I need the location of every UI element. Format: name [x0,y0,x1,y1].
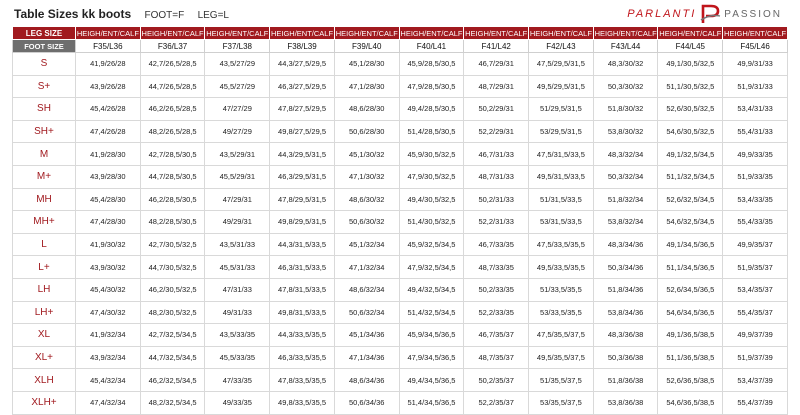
measure-cell: 45,4/32/34 [76,369,141,392]
measure-cell: 51,9/33/35 [723,165,788,188]
measure-cell: 49,9/37/39 [723,324,788,347]
table-row [13,278,788,301]
measure-cell: 53,4/35/37 [723,278,788,301]
measure-cell: 45,4/28/30 [76,188,141,211]
measure-cell: 51,4/32,5/34,5 [399,301,464,324]
measure-cell: 48,2/26,5/28,5 [140,120,205,143]
leg-size-cell: XL+ [13,346,76,369]
table-row [13,120,788,143]
measure-cell: 44,7/32,5/34,5 [140,346,205,369]
measure-cell: 49,1/36,5/38,5 [658,324,723,347]
measure-cell: 47/29/31 [205,188,270,211]
measure-cell: 50,6/34/36 [334,391,399,414]
measure-cell: 53,4/31/33 [723,98,788,121]
measure-cell: 48,6/34/36 [334,369,399,392]
measure-cell: 44,3/27,5/29,5 [270,53,335,76]
measure-cell: 42,7/26,5/28,5 [140,53,205,76]
leg-size-cell: L [13,233,76,256]
measure-cell: 49,5/33,5/35,5 [529,256,594,279]
header-size: F43/L44 [593,40,658,53]
table-row [13,346,788,369]
measure-cell: 51,4/28,5/30,5 [399,120,464,143]
measure-cell: 47,1/30/32 [334,165,399,188]
leg-size-cell: LH+ [13,301,76,324]
measure-cell: 49,8/29,5/31,5 [270,211,335,234]
leg-legend: LEG=L [197,10,229,21]
measure-cell: 47,4/32/34 [76,391,141,414]
measure-cell: 47,4/28/30 [76,211,141,234]
measure-cell: 49/27/29 [205,120,270,143]
measure-cell: 53/31,5/33,5 [529,211,594,234]
header-measure: HEIGH/ENT/CALF [270,28,334,38]
measure-cell: 53,4/33/35 [723,188,788,211]
leg-size-cell: MH [13,188,76,211]
table-row [13,324,788,347]
header-measure: HEIGH/ENT/CALF [206,28,269,38]
measure-cell: 50,3/34/36 [593,256,658,279]
measure-cell: 47,8/31,5/33,5 [270,278,335,301]
measure-cell: 48,3/32/34 [593,143,658,166]
measure-cell: 45,9/28,5/30,5 [399,53,464,76]
measure-cell: 48,7/31/33 [464,165,529,188]
measure-cell: 47,5/29,5/31,5 [529,53,594,76]
measure-cell: 52,6/36,5/38,5 [658,369,723,392]
measure-cell: 45,4/26/28 [76,98,141,121]
header-measure: HEIGH/ENT/CALF [76,28,139,38]
measure-cell: 50,6/28/30 [334,120,399,143]
measure-cell: 48,6/28/30 [334,98,399,121]
measure-cell: 43,5/33/35 [205,324,270,347]
leg-size-cell: XLH [13,369,76,392]
header-measure: HEIGH/ENT/CALF [594,28,657,38]
page-title [14,7,229,21]
header-measure: HEIGH/ENT/CALF [659,28,722,38]
measure-cell: 50,6/32/34 [334,301,399,324]
header-size: F35/L36 [76,40,141,53]
table-row [13,233,788,256]
measure-cell: 48,7/35/37 [464,346,529,369]
measure-cell: 46,2/28,5/30,5 [140,188,205,211]
measure-cell: 44,7/28,5/30,5 [140,165,205,188]
header-size: F37/L38 [205,40,270,53]
measure-cell: 52,6/34,5/36,5 [658,278,723,301]
logo-tagline: PASSION [724,8,782,20]
measure-cell: 46,7/29/31 [464,53,529,76]
measure-cell: 47,5/31,5/33,5 [529,143,594,166]
measure-cell: 49,4/32,5/34,5 [399,278,464,301]
measure-cell: 52,2/29/31 [464,120,529,143]
measure-cell: 52,6/32,5/34,5 [658,188,723,211]
leg-size-cell: S [13,53,76,76]
measure-cell: 50,3/32/34 [593,165,658,188]
measure-cell: 45,9/34,5/36,5 [399,324,464,347]
table-row [13,98,788,121]
measure-cell: 46,2/32,5/34,5 [140,369,205,392]
measure-cell: 45,5/33/35 [205,346,270,369]
measure-cell: 49,8/27,5/29,5 [270,120,335,143]
measure-cell: 49,1/30,5/32,5 [658,53,723,76]
measure-cell: 45,1/34/36 [334,324,399,347]
measure-cell: 47,8/27,5/29,5 [270,98,335,121]
measure-cell: 52,2/33/35 [464,301,529,324]
measure-cell: 48,7/29/31 [464,75,529,98]
measure-cell: 51,8/36/38 [593,369,658,392]
measure-cell: 52,2/35/37 [464,391,529,414]
measure-cell: 53/29,5/31,5 [529,120,594,143]
measure-cell: 53,8/34/36 [593,301,658,324]
measure-cell: 45,5/29/31 [205,165,270,188]
measure-cell: 47,8/29,5/31,5 [270,188,335,211]
measure-cell: 45,1/28/30 [334,53,399,76]
measure-cell: 51/33,5/35,5 [529,278,594,301]
measure-cell: 49,1/34,5/36,5 [658,233,723,256]
measure-cell: 55,4/35/37 [723,301,788,324]
measure-cell: 48,3/30/32 [593,53,658,76]
measure-cell: 48,2/28,5/30,5 [140,211,205,234]
size-table [12,26,788,415]
measure-cell: 47,9/30,5/32,5 [399,165,464,188]
leg-size-cell: XLH+ [13,391,76,414]
measure-cell: 43,9/28/30 [76,165,141,188]
measure-cell: 51,8/34/36 [593,278,658,301]
measure-cell: 46,7/35/37 [464,324,529,347]
table-body [13,53,788,415]
header-size: F39/L40 [334,40,399,53]
leg-size-cell: MH+ [13,211,76,234]
measure-cell: 50,2/29/31 [464,98,529,121]
measure-cell: 53,8/30/32 [593,120,658,143]
table-row [13,75,788,98]
measure-cell: 46,3/33,5/35,5 [270,346,335,369]
leg-size-cell: SH+ [13,120,76,143]
measure-cell: 55,4/37/39 [723,391,788,414]
header-size: F40/L41 [399,40,464,53]
measure-cell: 53/33,5/35,5 [529,301,594,324]
measure-cell: 50,3/36/38 [593,346,658,369]
measure-cell: 50,3/30/32 [593,75,658,98]
measure-cell: 46,3/31,5/33,5 [270,256,335,279]
table-row [13,143,788,166]
measure-cell: 47,8/33,5/35,5 [270,369,335,392]
brand-logo [627,4,782,24]
measure-cell: 55,4/33/35 [723,211,788,234]
measure-cell: 54,6/36,5/38,5 [658,391,723,414]
measure-cell: 43,9/32/34 [76,346,141,369]
measure-cell: 53,8/36/38 [593,391,658,414]
measure-cell: 47,4/26/28 [76,120,141,143]
measure-cell: 53,4/37/39 [723,369,788,392]
measure-cell: 49,5/35,5/37,5 [529,346,594,369]
measure-cell: 48,2/30,5/32,5 [140,301,205,324]
table-row [13,391,788,414]
table-row [13,165,788,188]
measure-cell: 47,1/34/36 [334,346,399,369]
measure-cell: 45,4/30/32 [76,278,141,301]
measure-cell: 53/35,5/37,5 [529,391,594,414]
header-size: F38/L39 [270,40,335,53]
measure-cell: 46,2/26,5/28,5 [140,98,205,121]
measure-cell: 49/33/35 [205,391,270,414]
measure-cell: 49,5/31,5/33,5 [529,165,594,188]
measure-cell: 51,1/34,5/36,5 [658,256,723,279]
leg-size-cell: M+ [13,165,76,188]
measure-cell: 45,1/32/34 [334,233,399,256]
measure-cell: 47/27/29 [205,98,270,121]
measure-cell: 51,9/35/37 [723,256,788,279]
measure-cell: 45,9/32,5/34,5 [399,233,464,256]
measure-cell: 46,2/30,5/32,5 [140,278,205,301]
measure-cell: 45,5/31/33 [205,256,270,279]
leg-size-cell: XL [13,324,76,347]
measure-cell: 49,4/28,5/30,5 [399,98,464,121]
measure-cell: 44,7/26,5/28,5 [140,75,205,98]
measure-cell: 41,9/30/32 [76,233,141,256]
measure-cell: 41,9/28/30 [76,143,141,166]
header-row-measure [13,27,788,40]
measure-cell: 51,1/30,5/32,5 [658,75,723,98]
title-bar [12,0,788,26]
logo-brand: PARLANTI [627,8,697,20]
leg-size-cell: SH [13,98,76,121]
measure-cell: 48,2/32,5/34,5 [140,391,205,414]
measure-cell: 47/31/33 [205,278,270,301]
measure-cell: 47,1/28/30 [334,75,399,98]
measure-cell: 49,4/34,5/36,5 [399,369,464,392]
measure-cell: 48,3/36/38 [593,324,658,347]
table-row [13,301,788,324]
measure-cell: 54,6/32,5/34,5 [658,211,723,234]
measure-cell: 50,2/35/37 [464,369,529,392]
measure-cell: 54,6/30,5/32,5 [658,120,723,143]
measure-cell: 44,7/30,5/32,5 [140,256,205,279]
header-measure: HEIGH/ENT/CALF [141,28,204,38]
measure-cell: 49,8/33,5/35,5 [270,391,335,414]
measure-cell: 47,4/30/32 [76,301,141,324]
foot-legend: FOOT=F [144,10,185,21]
measure-cell: 47,9/32,5/34,5 [399,256,464,279]
measure-cell: 53,8/32/34 [593,211,658,234]
logo-p-icon [699,4,721,24]
measure-cell: 49,5/29,5/31,5 [529,75,594,98]
measure-cell: 50,2/31/33 [464,188,529,211]
measure-cell: 41,9/32/34 [76,324,141,347]
header-size: F44/L45 [658,40,723,53]
measure-cell: 49,9/31/33 [723,53,788,76]
measure-cell: 50,2/33/35 [464,278,529,301]
measure-cell: 46,7/33/35 [464,233,529,256]
measure-cell: 52,6/30,5/32,5 [658,98,723,121]
table-row [13,53,788,76]
header-size: F36/L37 [140,40,205,53]
measure-cell: 45,9/30,5/32,5 [399,143,464,166]
measure-cell: 49/31/33 [205,301,270,324]
measure-cell: 49,1/32,5/34,5 [658,143,723,166]
header-measure: HEIGH/ENT/CALF [335,28,398,38]
measure-cell: 51,4/30,5/32,5 [399,211,464,234]
measure-cell: 42,7/28,5/30,5 [140,143,205,166]
measure-cell: 47,9/28,5/30,5 [399,75,464,98]
measure-cell: 46,3/29,5/31,5 [270,165,335,188]
header-measure: HEIGH/ENT/CALF [465,28,528,38]
measure-cell: 43,5/31/33 [205,233,270,256]
table-row [13,188,788,211]
measure-cell: 43,9/30/32 [76,256,141,279]
measure-cell: 49,9/33/35 [723,143,788,166]
header-size: F45/L46 [723,40,788,53]
measure-cell: 49,4/30,5/32,5 [399,188,464,211]
measure-cell: 51,9/37/39 [723,346,788,369]
title-main: Table Sizes kk boots [14,7,132,21]
measure-cell: 47,5/33,5/35,5 [529,233,594,256]
measure-cell: 48,6/32/34 [334,278,399,301]
measure-cell: 45,5/27/29 [205,75,270,98]
measure-cell: 51,1/36,5/38,5 [658,346,723,369]
measure-cell: 48,6/30/32 [334,188,399,211]
measure-cell: 42,7/30,5/32,5 [140,233,205,256]
header-measure: HEIGH/ENT/CALF [529,28,592,38]
measure-cell: 47,1/32/34 [334,256,399,279]
measure-cell: 46,7/31/33 [464,143,529,166]
measure-cell: 51,4/34,5/36,5 [399,391,464,414]
measure-cell: 51,8/32/34 [593,188,658,211]
header-leg-size: LEG SIZE [13,27,76,40]
measure-cell: 47,9/34,5/36,5 [399,346,464,369]
measure-cell: 51/31,5/33,5 [529,188,594,211]
measure-cell: 44,3/31,5/33,5 [270,233,335,256]
measure-cell: 43,5/29/31 [205,143,270,166]
measure-cell: 41,9/26/28 [76,53,141,76]
measure-cell: 54,6/34,5/36,5 [658,301,723,324]
header-row-size [13,40,788,53]
leg-size-cell: S+ [13,75,76,98]
leg-size-cell: LH [13,278,76,301]
measure-cell: 45,1/30/32 [334,143,399,166]
leg-size-cell: L+ [13,256,76,279]
measure-cell: 51/29,5/31,5 [529,98,594,121]
measure-cell: 49,8/31,5/33,5 [270,301,335,324]
measure-cell: 42,7/32,5/34,5 [140,324,205,347]
measure-cell: 47,5/35,5/37,5 [529,324,594,347]
measure-cell: 43,5/27/29 [205,53,270,76]
header-size: F41/L42 [464,40,529,53]
measure-cell: 44,3/29,5/31,5 [270,143,335,166]
measure-cell: 48,3/34/36 [593,233,658,256]
table-row [13,256,788,279]
header-size: F42/L43 [529,40,594,53]
header-foot-size: FOOT SIZE [13,40,76,53]
measure-cell: 55,4/31/33 [723,120,788,143]
header-measure: HEIGH/ENT/CALF [400,28,463,38]
measure-cell: 51/35,5/37,5 [529,369,594,392]
measure-cell: 43,9/26/28 [76,75,141,98]
measure-cell: 44,3/33,5/35,5 [270,324,335,347]
measure-cell: 47/33/35 [205,369,270,392]
measure-cell: 48,7/33/35 [464,256,529,279]
measure-cell: 51,1/32,5/34,5 [658,165,723,188]
measure-cell: 52,2/31/33 [464,211,529,234]
measure-cell: 46,3/27,5/29,5 [270,75,335,98]
header-measure: HEIGH/ENT/CALF [724,28,787,38]
measure-cell: 51,8/30/32 [593,98,658,121]
measure-cell: 49,9/35/37 [723,233,788,256]
measure-cell: 51,9/31/33 [723,75,788,98]
measure-cell: 50,6/30/32 [334,211,399,234]
leg-size-cell: M [13,143,76,166]
table-row [13,211,788,234]
measure-cell: 49/29/31 [205,211,270,234]
table-row [13,369,788,392]
